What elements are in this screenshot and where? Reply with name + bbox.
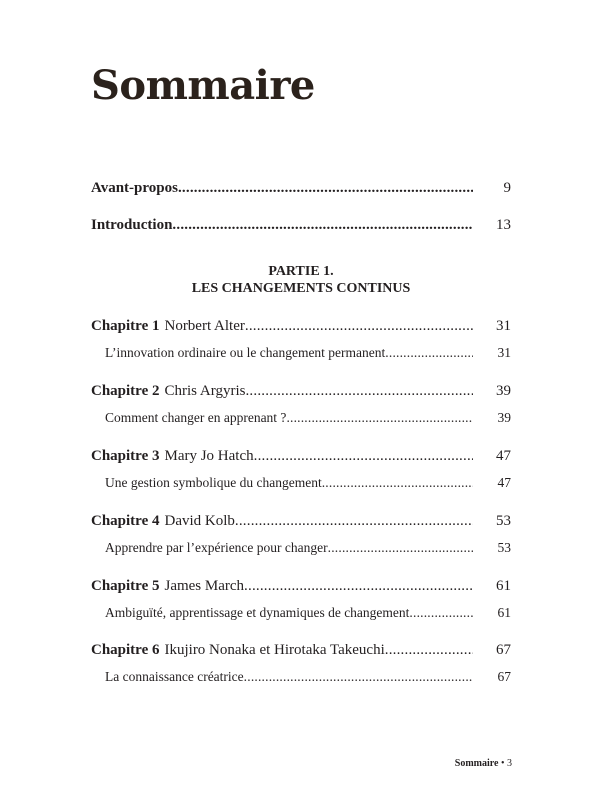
toc-page-number: 47 <box>497 475 511 490</box>
toc-chapter-3[interactable] <box>91 448 511 468</box>
dot-leader <box>235 513 473 530</box>
toc-subentry-6[interactable] <box>91 669 511 689</box>
dot-leader <box>409 605 473 621</box>
chapter-author: David Kolb <box>164 513 235 529</box>
chapter-author: Norbert Alter <box>164 318 245 334</box>
dot-leader <box>244 578 473 595</box>
subentry-label: Comment changer en apprenant ? <box>105 410 287 425</box>
dot-leader <box>286 410 473 426</box>
toc-subentry-1[interactable] <box>91 345 511 365</box>
toc-entry-label: Avant-propos <box>91 180 178 196</box>
toc-page-number: 47 <box>496 448 511 464</box>
toc-page-number: 31 <box>496 318 511 334</box>
toc-page-number: 9 <box>503 180 511 196</box>
toc-entry-label: Introduction <box>91 217 173 233</box>
dot-leader <box>178 180 473 197</box>
toc-subentry-5[interactable] <box>91 605 511 625</box>
toc-chapter-1[interactable] <box>91 318 511 338</box>
toc-page-number: 31 <box>497 345 511 360</box>
part-heading <box>91 263 511 297</box>
page-footer <box>455 758 512 769</box>
dot-leader <box>385 345 473 361</box>
dot-leader <box>254 448 473 465</box>
footer-page-number: 3 <box>507 758 512 769</box>
chapter-number: Chapitre 6 <box>91 642 160 658</box>
chapter-author: James March <box>164 578 245 594</box>
part-number: PARTIE 1. <box>268 264 334 279</box>
page-title: Sommaire <box>91 62 315 109</box>
dot-leader <box>328 540 473 556</box>
toc-page-number: 53 <box>496 513 511 529</box>
toc-subentry-3[interactable] <box>91 475 511 495</box>
toc-page-number: 39 <box>496 383 511 399</box>
part-title: LES CHANGEMENTS CONTINUS <box>191 281 411 296</box>
subentry-label: Ambiguïté, apprentissage et dynamiques de changement <box>105 605 410 620</box>
footer-section: Sommaire <box>454 758 499 769</box>
toc-page-number: 39 <box>497 410 511 425</box>
dot-leader <box>245 318 473 335</box>
chapter-number: Chapitre 1 <box>91 318 160 334</box>
toc-page-number: 61 <box>497 605 511 620</box>
subentry-label: Une gestion symbolique du changement <box>105 475 322 490</box>
dot-leader <box>385 642 473 659</box>
toc-entry-introduction[interactable] <box>91 217 511 237</box>
toc-page-number: 53 <box>497 540 511 555</box>
toc-page-number: 61 <box>496 578 511 594</box>
toc-page-number: 67 <box>497 669 511 684</box>
chapter-author: Ikujiro Nonaka et Hirotaka Takeuchi <box>164 642 385 658</box>
toc-chapter-6[interactable] <box>91 642 511 662</box>
chapter-number: Chapitre 2 <box>91 383 160 399</box>
toc-entry-avant-propos[interactable] <box>91 180 511 200</box>
toc-chapter-4[interactable] <box>91 513 511 533</box>
toc-chapter-5[interactable] <box>91 578 511 598</box>
toc-subentry-4[interactable] <box>91 540 511 560</box>
dot-leader <box>245 383 473 400</box>
toc-page-number: 67 <box>496 642 511 658</box>
chapter-number: Chapitre 4 <box>91 513 160 529</box>
toc-page-number: 13 <box>496 217 511 233</box>
chapter-author: Mary Jo Hatch <box>164 448 254 464</box>
toc-subentry-2[interactable] <box>91 410 511 430</box>
dot-leader <box>322 475 473 491</box>
subentry-label: L’innovation ordinaire ou le changement permanent <box>105 345 386 360</box>
toc-chapter-2[interactable] <box>91 383 511 403</box>
subentry-label: Apprendre par l’expérience pour changer <box>105 540 328 555</box>
dot-leader <box>244 669 473 685</box>
chapter-number: Chapitre 3 <box>91 448 160 464</box>
subentry-label: La connaissance créatrice <box>105 669 244 684</box>
chapter-author: Chris Argyris <box>164 383 246 399</box>
dot-leader <box>172 217 473 234</box>
footer-separator: • <box>500 758 505 769</box>
chapter-number: Chapitre 5 <box>91 578 160 594</box>
